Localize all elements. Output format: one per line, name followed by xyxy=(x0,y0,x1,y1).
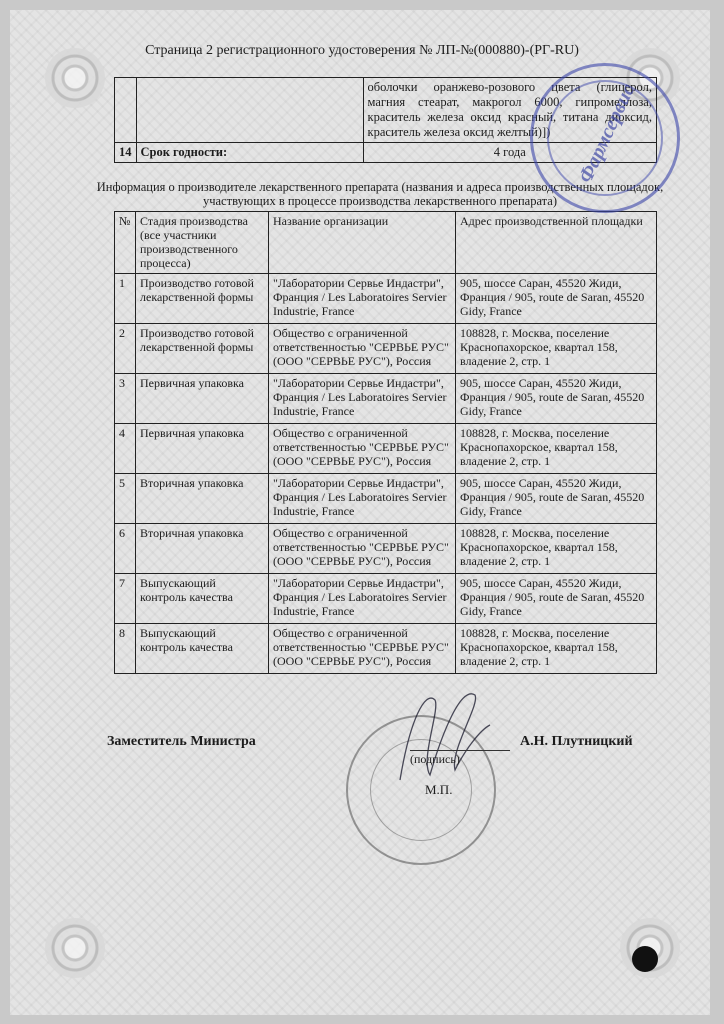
signer-name: А.Н. Плутницкий xyxy=(520,734,633,749)
cell-organization: "Лаборатории Сервье Индастри", Франция / Les Laboratoires Servier Industrie, France xyxy=(269,374,456,424)
cell-address: 108828, г. Москва, поселение Краснопахорское, квартал 158, владение 2, стр. 1 xyxy=(456,624,657,674)
row-number: 14 xyxy=(115,143,137,163)
cell-organization: Общество с ограниченной ответственностью "СЕРВЬЕ РУС" (ООО "СЕРВЬЕ РУС"), Россия xyxy=(269,324,456,374)
cell-stage: Вторичная упаковка xyxy=(136,474,269,524)
signature-line xyxy=(410,750,510,751)
cell-organization: Общество с ограниченной ответственностью "СЕРВЬЕ РУС" (ООО "СЕРВЬЕ РУС"), Россия xyxy=(269,524,456,574)
table-row xyxy=(115,274,657,324)
col-header-stage: Стадия производства (все участники производственного процесса) xyxy=(136,212,269,274)
cell-stage: Первичная упаковка xyxy=(136,424,269,474)
cell-number: 6 xyxy=(115,524,136,574)
cell-organization: "Лаборатории Сервье Индастри", Франция / Les Laboratoires Servier Industrie, France xyxy=(269,474,456,524)
cell-address: 108828, г. Москва, поселение Краснопахорское, квартал 158, владение 2, стр. 1 xyxy=(456,524,657,574)
table-row xyxy=(115,474,657,524)
cell-stage: Выпускающий контроль качества xyxy=(136,624,269,674)
manufacturers-table xyxy=(114,211,657,674)
cell-number: 3 xyxy=(115,374,136,424)
cell-stage: Производство готовой лекарственной формы xyxy=(136,274,269,324)
table-row xyxy=(115,574,657,624)
corner-rosette-bottom-left xyxy=(45,918,105,978)
table-row xyxy=(115,624,657,674)
col-header-number: № xyxy=(115,212,136,274)
cell-address: 108828, г. Москва, поселение Краснопахорское, квартал 158, владение 2, стр. 1 xyxy=(456,424,657,474)
cell-address: 905, шоссе Саран, 45520 Жиди, Франция / 905, route de Saran, 45520 Gidy, France xyxy=(456,274,657,324)
shelf-life-value: 4 года xyxy=(363,143,657,163)
col-header-address: Адрес производственной площадки xyxy=(456,212,657,274)
cell-organization: "Лаборатории Сервье Индастри", Франция / Les Laboratoires Servier Industrie, France xyxy=(269,274,456,324)
cell-stage: Производство готовой лекарственной формы xyxy=(136,324,269,374)
cell-number: 4 xyxy=(115,424,136,474)
table-row xyxy=(115,324,657,374)
cell-organization: Общество с ограниченной ответственностью "СЕРВЬЕ РУС" (ООО "СЕРВЬЕ РУС"), Россия xyxy=(269,624,456,674)
table-row xyxy=(115,374,657,424)
signer-role: Заместитель Министра xyxy=(107,734,256,749)
table-row xyxy=(115,424,657,474)
page-header: Страница 2 регистрационного удостоверения № ЛП-№(000880)-(РГ-RU) xyxy=(145,43,579,58)
cell-organization: Общество с ограниченной ответственностью "СЕРВЬЕ РУС" (ООО "СЕРВЬЕ РУС"), Россия xyxy=(269,424,456,474)
signature-caption: (подпись) xyxy=(410,752,460,766)
cell-address: 905, шоссе Саран, 45520 Жиди, Франция / 905, route de Saran, 45520 Gidy, France xyxy=(456,474,657,524)
cell-stage: Выпускающий контроль качества xyxy=(136,574,269,624)
cell-address: 108828, г. Москва, поселение Краснопахорское, квартал 158, владение 2, стр. 1 xyxy=(456,324,657,374)
cell-stage: Первичная упаковка xyxy=(136,374,269,424)
cell-stage: Вторичная упаковка xyxy=(136,524,269,574)
cell-number: 7 xyxy=(115,574,136,624)
table-header-row xyxy=(115,212,657,274)
cell-number: 2 xyxy=(115,324,136,374)
manufacturer-info-heading: Информация о производителе лекарственного препарата (названия и адреса производственных площадок, участвующих в процессе производства лекарственного препарата) xyxy=(96,180,664,208)
shelf-life-label: Срок годности: xyxy=(136,143,363,163)
cell-organization: "Лаборатории Сервье Индастри", Франция / Les Laboratoires Servier Industrie, France xyxy=(269,574,456,624)
composition-text: оболочки оранжево-розового цвета (глицерол, магния стеарат, макрогол 6000, гипромеллоза, краситель железа оксид красный, титана диоксид, краситель железа оксид желтый)]) xyxy=(363,78,657,143)
cell-number: 5 xyxy=(115,474,136,524)
col-header-organization: Название организации xyxy=(269,212,456,274)
cell-number: 8 xyxy=(115,624,136,674)
cell-number: 1 xyxy=(115,274,136,324)
company-stamp-text: Фармсервис xyxy=(574,80,640,187)
seal-place-label: М.П. xyxy=(425,782,453,797)
cell-address: 905, шоссе Саран, 45520 Жиди, Франция / 905, route de Saran, 45520 Gidy, France xyxy=(456,374,657,424)
cell-address: 905, шоссе Саран, 45520 Жиди, Франция / 905, route de Saran, 45520 Gidy, France xyxy=(456,574,657,624)
hole-punch-mark xyxy=(632,946,658,972)
table-row xyxy=(115,524,657,574)
signature-scribble xyxy=(380,680,500,790)
